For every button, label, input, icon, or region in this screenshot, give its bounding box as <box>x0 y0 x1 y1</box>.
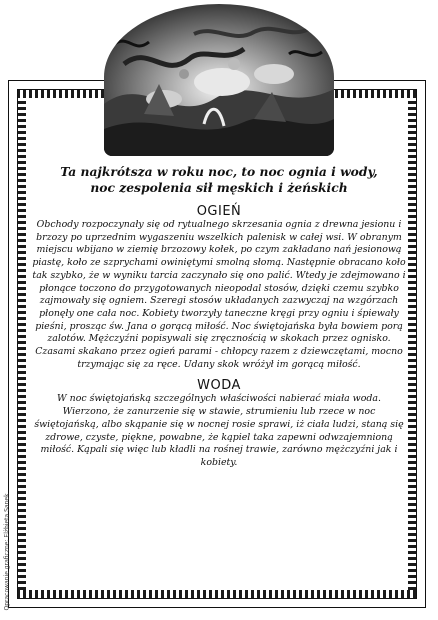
graphic-credit-text: Opracowanie graficzne: Elżbieta Sanek <box>3 493 11 611</box>
main-content <box>32 164 406 470</box>
section-spacer <box>32 371 406 378</box>
section-heading-fire: OGIEŃ <box>196 204 242 219</box>
section-text-water: W noc świętojańską szczególnych właściwości nabierać miała woda. Wierzono, że zanurzenie się w stawie, strumieniu lub rzece w noc świętojańską, albo skąpanie się w nocnej rosie sprawi, iż ciała ludzi, staną się zdrowe, czyste, piękne, powabne, że kąpiel taka zapewni odwzajemnioną miłość. Kąpali się więc lub kładli na rośnej trawie, zarówno mężczyźni jak i kobiety. <box>34 393 404 468</box>
section-text-fire: Obchody rozpoczynały się od rytualnego skrzesania ognia z drewna jesionu i brzozy po uprzednim wygaszeniu wszelkich palenisk w całej wsi. W obranym miejscu wbijano w ziemię brzozowy kołek, po czym zakładano nań jesionową piastę, koło ze szprychami owiniętymi smolną słomą. Następnie obracano koło tak szybko, że w wyniku tarcia zaczynało się ono palić. Wtedy je zdejmowano i płonące toczono do przygotowanych nieopodal stosów, dzięki czemu szybko zajmowały się ogniem. Szeregi stosów układanych zazwyczaj na wzgórzach płonęły one cała noc. Kobiety tworzyły taneczne kręgi przy ogniu i śpiewały pieśni, prosząc św. Jana o gorącą miłość. Noc świętojańska była bowiem porą zalotów. Mężczyźni popisywali się zręcznością w skokach przez ognisko. Czasami skakano przez ogień parami - chłopcy razem z dziewczętami, mocno trzymając się za ręce. Udany skok wróżył im gorącą miłość. <box>32 219 406 370</box>
graphic-credit <box>0 460 12 615</box>
page-title: Ta najkrótsza w roku noc, to noc ognia i wody, noc zespolenia sił męskich i żeńskich <box>60 164 378 195</box>
header-painting-illustration <box>104 4 334 156</box>
section-heading-water: WODA <box>197 378 241 394</box>
